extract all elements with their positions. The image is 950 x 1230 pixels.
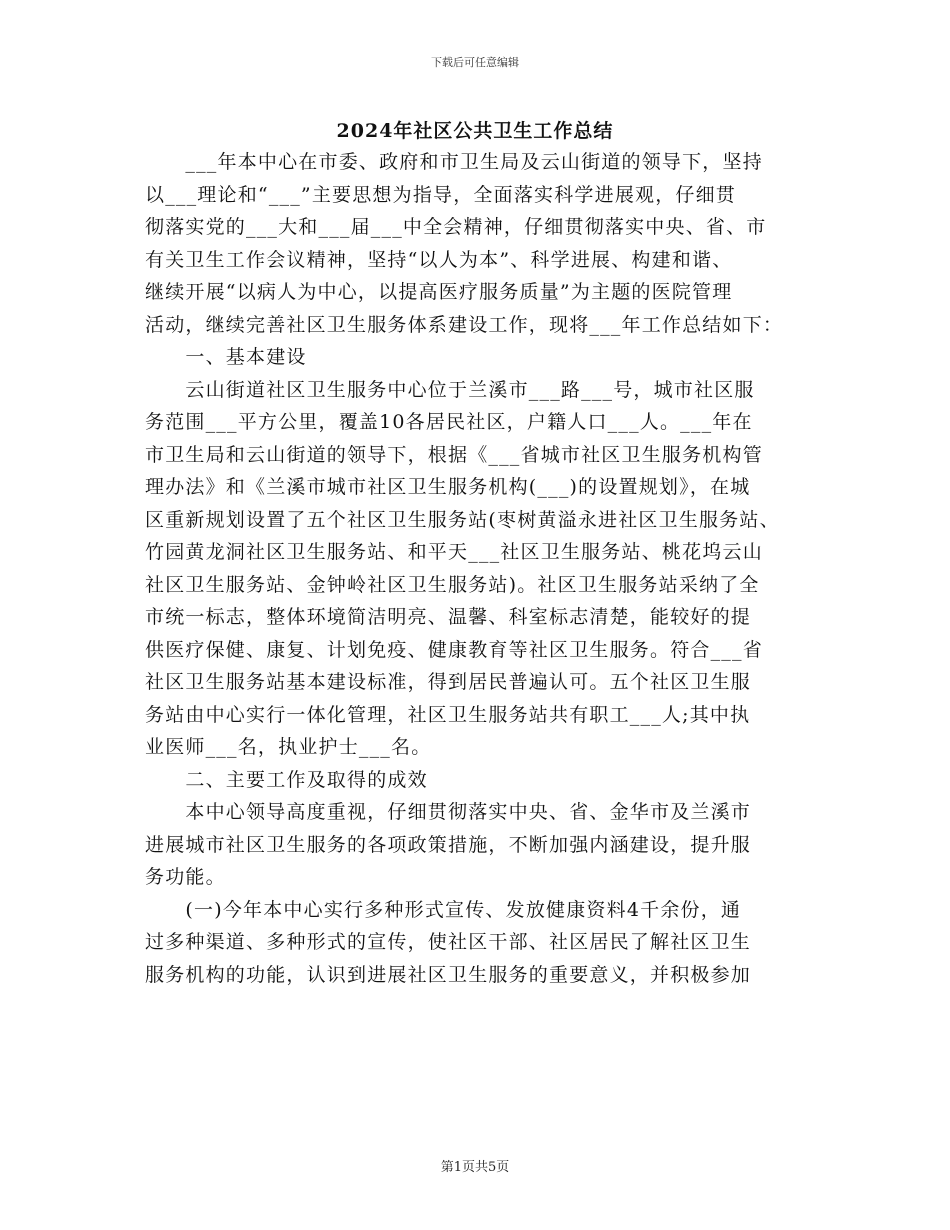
page-number: 第1页共5页 <box>440 1160 510 1175</box>
page-header-note: 下载后可任意编辑 <box>431 56 519 69</box>
body-line: 继续开展“以病人为中心，以提高医疗服务质量”为主题的医院管理 <box>145 281 733 303</box>
body-line: 本中心领导高度重视，仔细贯彻落实中央、省、金华市及兰溪市 <box>145 801 752 823</box>
document-body <box>145 146 805 991</box>
body-line: 市统一标志，整体环境简洁明亮、温馨、科室标志清楚，能较好的提 <box>145 606 752 628</box>
document-title: 2024年社区公共卫生工作总结 <box>336 120 614 142</box>
body-line: (一)今年本中心实行多种形式宣传、发放健康资料4千余份，通 <box>145 898 742 921</box>
body-line: 供医疗保健、康复、计划免疫、健康教育等社区卫生服务。符合___省 <box>145 638 763 661</box>
body-line: 业医师___名，执业护士___名。 <box>145 736 432 758</box>
body-line: 有关卫生工作会议精神，坚持“以人为本”、科学进展、构建和谐、 <box>145 248 733 271</box>
section-heading: 一、基本建设 <box>145 346 307 368</box>
body-line: 服务机构的功能，认识到进展社区卫生服务的重要意义，并积极参加 <box>145 963 752 986</box>
body-line: 过多种渠道、多种形式的宣传，使社区干部、社区居民了解社区卫生 <box>145 931 752 953</box>
body-line: 社区卫生服务站、金钟岭社区卫生服务站)。社区卫生服务站采纳了全 <box>145 573 760 596</box>
body-line: 活动，继续完善社区卫生服务体系建设工作，现将___年工作总结如下： <box>145 313 784 336</box>
body-line: 务范围___平方公里，覆盖10各居民社区，户籍人口___人。___年在 <box>145 411 753 433</box>
body-line: 务功能。 <box>145 866 226 888</box>
section-heading: 二、主要工作及取得的成效 <box>145 768 428 791</box>
body-line: 以___理论和“___”主要思想为指导，全面落实科学进展观，仔细贯 <box>145 183 737 206</box>
body-line: 彻落实党的___大和___届___中全会精神，仔细贯彻落实中央、省、市 <box>145 216 767 238</box>
body-line: 市卫生局和云山街道的领导下，根据《___省城市社区卫生服务机构管 <box>145 443 763 466</box>
body-line: 竹园黄龙洞社区卫生服务站、和平天___社区卫生服务站、桃花坞云山 <box>145 541 763 563</box>
body-line: 云山街道社区卫生服务中心位于兰溪市___路___号，城市社区服 <box>145 378 755 401</box>
body-line: ___年本中心在市委、政府和市卫生局及云山街道的领导下，坚持 <box>145 151 763 173</box>
body-line: 区重新规划设置了五个社区卫生服务站(枣树黄溢永进社区卫生服务站、 <box>145 508 780 531</box>
body-line: 务站由中心实行一体化管理，社区卫生服务站共有职工___人;其中执 <box>145 703 751 726</box>
body-line: 进展城市社区卫生服务的各项政策措施，不断加强内涵建设，提升服 <box>145 833 752 856</box>
body-line: 社区卫生服务站基本建设标准，得到居民普遍认可。五个社区卫生服 <box>145 671 752 693</box>
body-line: 理办法》和《兰溪市城市社区卫生服务机构(___)的设置规划》，在城 <box>145 476 751 498</box>
